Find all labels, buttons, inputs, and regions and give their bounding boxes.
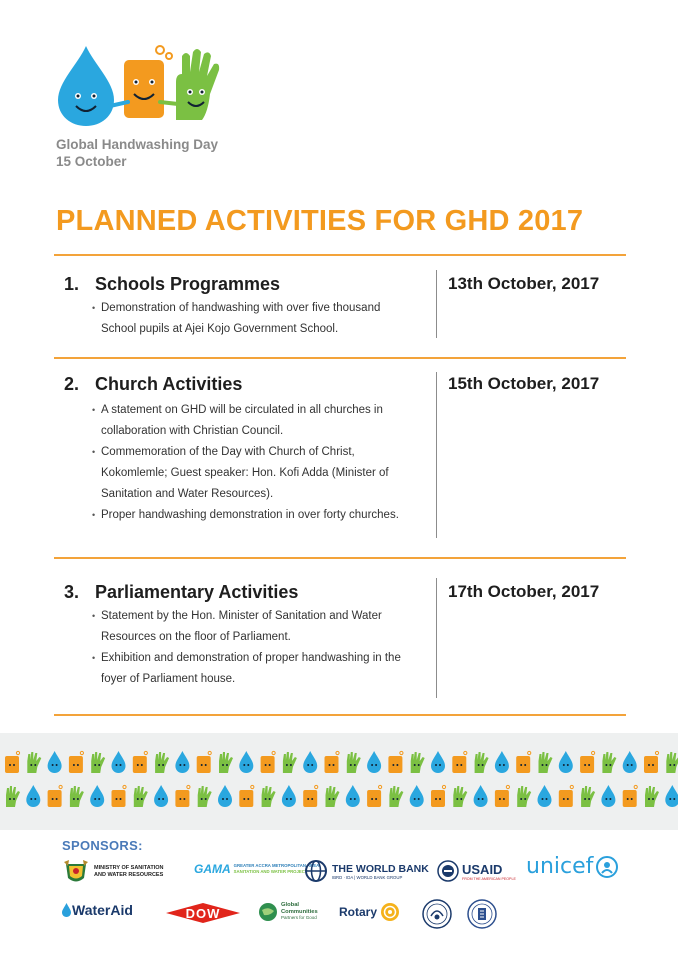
gama-logo (194, 862, 319, 876)
soap-character-icon (367, 785, 382, 807)
list-item: • A statement on GHD will be circulated in all churches in collaboration with Christian Council. (92, 400, 408, 442)
hand-character-icon (666, 752, 678, 773)
column-divider (436, 270, 437, 338)
drop-character-icon (282, 785, 296, 807)
gama-line-1: GREATER ACCRA METROPOLITAN AREA (233, 863, 320, 868)
drop-character-icon (623, 751, 637, 773)
hand-character-icon (602, 752, 616, 773)
section-number: 2. (64, 374, 80, 394)
soap-character-icon (5, 751, 20, 773)
hand-character-icon (27, 752, 41, 773)
hand-character-icon (453, 786, 467, 807)
section-number: 1. (64, 274, 80, 294)
soap-character-icon (580, 751, 595, 773)
drop-character-icon (48, 751, 62, 773)
globe-icon (258, 902, 278, 922)
hand-character-icon (70, 786, 84, 807)
soap-character-icon (388, 751, 403, 773)
drop-character-icon (346, 785, 360, 807)
drop-character-icon (474, 785, 488, 807)
divider (54, 714, 626, 716)
usaid-logo (437, 860, 516, 882)
hand-character-icon (411, 752, 425, 773)
usaid-sub: FROM THE AMERICAN PEOPLE (462, 876, 516, 881)
column-divider (436, 372, 437, 538)
drop-character-icon (112, 751, 126, 773)
soap-character-icon (69, 751, 84, 773)
list-item: • Statement by the Hon. Minister of Sanitation and Water Resources on the floor of Parliament. (92, 606, 408, 648)
drop-character-icon (90, 785, 104, 807)
list-item: • Demonstration of handwashing with over five thousand School pupils at Ajei Kojo Government School. (92, 298, 408, 340)
hand-character-icon (262, 786, 276, 807)
drop-character-icon (218, 785, 232, 807)
hand-character-icon (389, 786, 403, 807)
logo-line-1: Global Handwashing Day (56, 137, 219, 152)
drop-character-icon (303, 751, 317, 773)
wateraid-wordmark: WaterAid (72, 902, 133, 918)
section-church (56, 374, 626, 544)
ministry-logo (62, 858, 163, 886)
soap-character-icon (516, 751, 531, 773)
divider (54, 254, 626, 256)
drop-character-icon (495, 751, 509, 773)
bullet-list (92, 606, 408, 690)
decorative-band (0, 733, 678, 830)
soap-character-icon (239, 785, 254, 807)
soap-character-icon (431, 785, 446, 807)
soap-character-icon (452, 751, 467, 773)
hand-character-icon (326, 786, 340, 807)
gc-line-3: Partners for Good (281, 915, 317, 921)
drop-character-icon (367, 751, 381, 773)
hand-character-icon (198, 786, 212, 807)
soap-character-icon (261, 751, 276, 773)
unicef-emblem-icon (596, 856, 618, 878)
section-number: 3. (64, 582, 80, 602)
section-date: 15th October, 2017 (448, 374, 600, 393)
soap-character-icon (303, 785, 318, 807)
soap-character-icon (48, 785, 63, 807)
gc-line-1: Global (281, 902, 300, 909)
worldbank-sub: IBRD · IDA | WORLD BANK GROUP (332, 874, 403, 880)
sponsors-label: SPONSORS: (62, 838, 143, 853)
hand-character-icon (91, 752, 105, 773)
hand-character-icon (581, 786, 595, 807)
hand-character-icon (6, 786, 20, 807)
hand-character-icon (283, 752, 297, 773)
logo-line-2: 15 October (56, 154, 127, 169)
hand-character-icon (539, 752, 553, 773)
hand-character-icon (134, 786, 148, 807)
drop-character-icon (431, 751, 445, 773)
page-title: PLANNED ACTIVITIES FOR GHD 2017 (56, 205, 584, 237)
drop-character-icon (175, 751, 189, 773)
usaid-seal-icon (437, 860, 459, 882)
ministry-line-2: AND WATER RESOURCES (94, 872, 164, 878)
bullet-list (92, 400, 408, 526)
hand-character-icon (517, 786, 531, 807)
soap-character-icon (112, 785, 127, 807)
hand-character-icon (645, 786, 659, 807)
seal-icon (421, 898, 453, 930)
section-title (64, 374, 242, 395)
divider (54, 557, 626, 559)
section-parliament (56, 582, 626, 702)
gama-line-2: SANITATION AND WATER PROJECT (233, 869, 308, 874)
wateraid-logo (62, 902, 133, 918)
section-title (64, 582, 298, 603)
list-item: • Exhibition and demonstration of proper handwashing in the foyer of Parliament house. (92, 648, 408, 690)
section-heading: Schools Programmes (95, 274, 281, 294)
rotary-wheel-icon (380, 902, 400, 922)
worldbank-name: THE WORLD BANK (332, 862, 429, 875)
unicef-wordmark: unicef (526, 854, 594, 879)
gc-line-2: Communities (281, 908, 318, 915)
drop-character-icon (665, 785, 678, 807)
section-date: 17th October, 2017 (448, 582, 600, 601)
drop-character-icon (601, 785, 615, 807)
soap-character-icon (623, 785, 638, 807)
soap-character-icon (559, 785, 574, 807)
partner-seal-1 (421, 898, 453, 930)
drop-character-icon (410, 785, 424, 807)
dow-wordmark: DOW (185, 905, 221, 921)
section-title (64, 274, 280, 295)
soap-character-icon (495, 785, 510, 807)
hand-character-icon (347, 752, 361, 773)
rotary-logo (339, 902, 400, 922)
section-heading: Parliamentary Activities (95, 582, 299, 602)
column-divider (436, 578, 437, 698)
drop-character-icon (239, 751, 253, 773)
characters-pattern-icon (0, 747, 678, 817)
usaid-name: USAID (462, 861, 503, 877)
rotary-wordmark: Rotary (339, 905, 378, 919)
soap-character-icon (325, 751, 340, 773)
dow-logo (164, 902, 242, 924)
drop-character-icon (538, 785, 552, 807)
section-schools (56, 274, 626, 344)
list-item: • Proper handwashing demonstration in over forty churches. (92, 505, 408, 526)
drop-character-icon (26, 785, 40, 807)
hand-character-icon (475, 752, 489, 773)
globe-icon (305, 860, 327, 882)
ghd-logo (52, 42, 252, 172)
partner-seal-2 (466, 898, 498, 930)
section-heading: Church Activities (95, 374, 243, 394)
seal-icon (466, 898, 498, 930)
hand-character-icon (155, 752, 169, 773)
soap-character-icon (175, 785, 190, 807)
hand-character-icon (219, 752, 233, 773)
water-drop-icon (62, 903, 71, 917)
drop-character-icon (154, 785, 168, 807)
list-item: • Commemoration of the Day with Church of Christ, Kokomlemle; Guest speaker: Hon. Kofi Adda (Minister of Sanitation and Water Resources). (92, 442, 408, 505)
ghd-characters-icon (52, 42, 242, 134)
soap-character-icon (197, 751, 212, 773)
worldbank-logo (305, 860, 429, 882)
ghana-crest-icon (62, 858, 90, 886)
gama-wordmark: GAMA (194, 862, 231, 876)
soap-character-icon (644, 751, 659, 773)
bullet-list (92, 298, 408, 340)
divider (54, 357, 626, 359)
drop-character-icon (559, 751, 573, 773)
global-communities-logo (258, 902, 318, 922)
unicef-logo (526, 854, 618, 879)
section-date: 13th October, 2017 (448, 274, 600, 293)
ministry-line-1: MINISTRY OF SANITATION (94, 865, 164, 871)
soap-character-icon (133, 751, 148, 773)
